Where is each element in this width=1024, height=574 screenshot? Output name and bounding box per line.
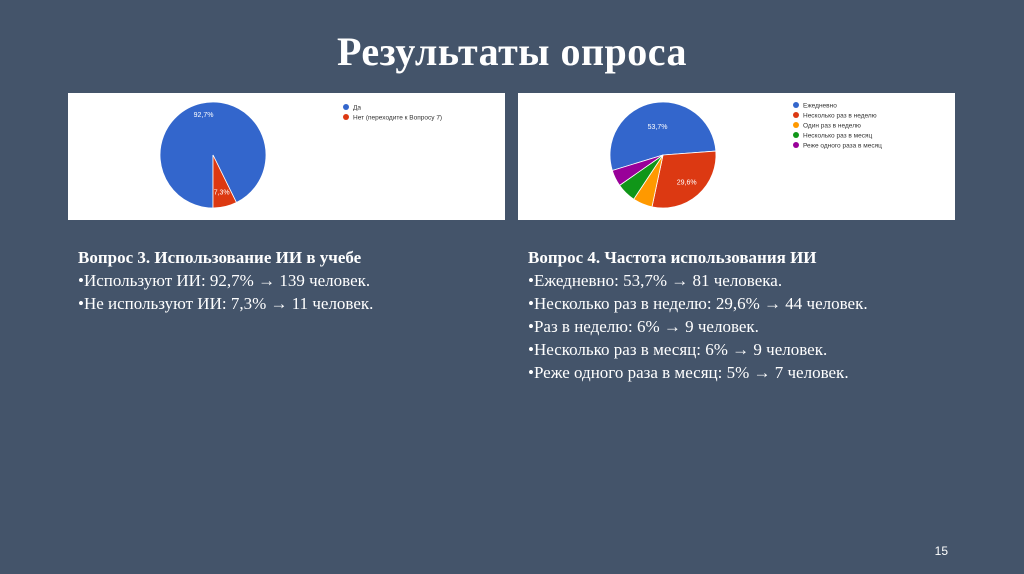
- question-4-text-block: [528, 246, 968, 384]
- legend-entry: Реже одного раза в месяц: [803, 142, 882, 150]
- legend-marker: [793, 142, 799, 148]
- chart-panel-question-4: [518, 93, 955, 220]
- question-4-line: •Ежедневно: 53,7% → 81 человека.: [528, 271, 783, 290]
- pie-data-label: 7,3%: [213, 189, 230, 197]
- question-3-heading: Вопрос 3. Использование ИИ в учебе: [78, 248, 362, 267]
- legend-marker: [793, 122, 799, 128]
- pie-data-label: 92,7%: [193, 112, 214, 120]
- question-4-line: •Реже одного раза в месяц: 5% → 7 человек.: [528, 363, 849, 382]
- question-4-line: •Раз в неделю: 6% → 9 человек.: [528, 317, 759, 336]
- legend-entry: Нет (переходите к Вопросу 7): [353, 114, 443, 122]
- question-4-line: •Несколько раз в неделю: 29,6% → 44 человек.: [528, 294, 868, 313]
- legend-marker: [793, 132, 799, 138]
- legend-entry: Один раз в неделю: [803, 122, 861, 130]
- pie-chart-question-4: [518, 93, 955, 220]
- question-3-line: •Используют ИИ: 92,7% → 139 человек.: [78, 271, 371, 290]
- legend-marker: [343, 104, 349, 110]
- page-number: 15: [934, 544, 948, 558]
- legend-marker: [793, 102, 799, 108]
- legend-entry: Ежедневно: [803, 102, 837, 110]
- chart-panel-question-3: [68, 93, 505, 220]
- question-3-line: •Не используют ИИ: 7,3% → 11 человек.: [78, 294, 374, 313]
- legend-marker: [343, 114, 349, 120]
- question-4-line: •Несколько раз в месяц: 6% → 9 человек.: [528, 340, 828, 359]
- slide-title: Результаты опроса: [337, 29, 687, 74]
- pie-data-label: 53,7%: [647, 123, 668, 131]
- legend-entry: Да: [353, 104, 362, 112]
- question-3-text-block: [78, 246, 498, 315]
- legend-marker: [793, 112, 799, 118]
- pie-data-label: 29,6%: [676, 179, 697, 187]
- legend-entry: Несколько раз в месяц: [803, 132, 873, 140]
- pie-chart-question-3: [68, 93, 505, 220]
- question-4-heading: Вопрос 4. Частота использования ИИ: [528, 248, 817, 267]
- legend-entry: Несколько раз в неделю: [803, 112, 877, 120]
